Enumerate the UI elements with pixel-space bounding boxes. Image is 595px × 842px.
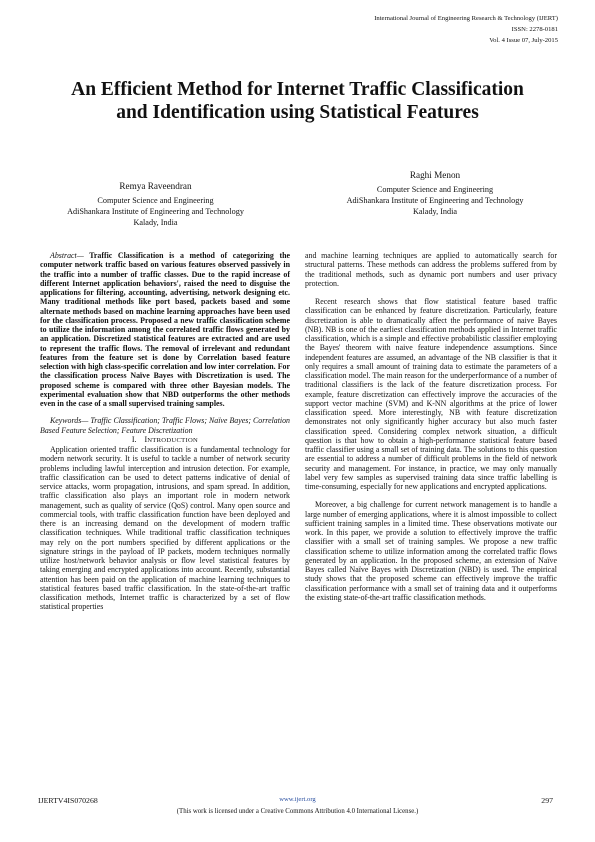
journal-volume: Vol. 4 Issue 07, July-2015 <box>489 37 558 44</box>
journal-issn: ISSN: 2278-0181 <box>511 26 558 33</box>
author-location: Kalady, India <box>412 207 458 216</box>
keywords: Keywords— Traffic Classification; Traffic Flows; Naïve Bayes; Correlation Based Feature Selection; Feature Discretization <box>40 416 290 435</box>
section-heading-introduction <box>40 435 290 445</box>
author-department: Computer Science and Engineering <box>97 196 214 205</box>
license-notice: (This work is licensed under a Creative Commons Attribution 4.0 International License.) <box>176 808 419 815</box>
abstract-lead: Abstract— <box>50 251 84 260</box>
author-block-2 <box>305 170 565 217</box>
author-department: Computer Science and Engineering <box>376 185 494 194</box>
section-title-initial: I <box>144 434 148 444</box>
journal-name: International Journal of Engineering Research & Technology (IJERT) <box>374 15 558 22</box>
author-block-1 <box>28 181 283 228</box>
author-institute: AdiShankara Institute of Engineering and Technology <box>346 196 524 205</box>
body-paragraph: Moreover, a big challenge for current network management is to handle a large number of emerging applications, where it is almost impossible to collect sufficient training samples in a limited time. These observations motivate our work. In this paper, we provide a solution to effectively improve the traffic classifier with a small set of training samples. We propose a new traffic classification scheme to utilize information among the correlated traffic flows generated by an application. In the proposed scheme, an extension of Naïve Bayes called Naïve Bayes with Discretization (NBD) is used. The empirical study shows that the proposed scheme can effectively improve the traffic classification performance with a small set of training data and it outperforms the existing state-of-the-art traffic classification methods. <box>305 500 557 602</box>
left-column <box>40 251 290 612</box>
author-name: Raghi Menon <box>409 170 461 180</box>
abstract <box>40 251 290 408</box>
author-name: Remya Raveendran <box>119 181 192 191</box>
page-number: 297 <box>541 796 553 805</box>
body-paragraph: and machine learning techniques are applied to automatically search for structural patterns. These methods can address the problems suffered from by the traditional methods, such as dynamic port numbers and user privacy protection. <box>305 251 557 288</box>
right-column <box>305 251 557 602</box>
body-paragraph: Recent research shows that flow statistical feature based traffic classification can be enhanced by feature discretization. Particularly, feature discretization is able to dramatically affect the performance of naive Bayes (NB). NB is one of the earliest classification methods applied in Internet traffic classification, which is a simple and effective probabilistic classifier employing the Bayes' theorem with naive feature independence assumptions. Since independent features are assumed, an advantage of the NB classifier is that it only requires a small amount of training data to estimate the parameters of a classification model. The main reason for the underperformance of a number of traditional classifiers is the lack of the feature discretization process. For example, feature discretization can effectively improve the accuracies of the support vector machine (SVM) and K-NN algorithms at the price of lower classification speed. More interestingly, NB with feature discretization demonstrates not only significantly higher accuracy but also much faster classification speed. Considering complex network situation, a difficult question is that how to obtain a high-performance statistical feature based traffic classifier using a small set of training data. The solutions to this question are essential to address a number of difficult problems in the field of network security and management. For instance, in practice, we may only manually label very few samples as supervised training data since traffic labelling is time-consuming, especially for new applications and encrypted applications. <box>305 297 557 491</box>
section-title-rest: NTRODUCTION <box>147 436 199 444</box>
section-number: I. <box>131 434 137 444</box>
author-location: Kalady, India <box>133 218 178 227</box>
paper-title: An Efficient Method for Internet Traffic Classification and Identification using Statistical Features <box>71 79 524 123</box>
abstract-text: Traffic Classification is a method of categorizing the computer network traffic based on various features observed passively in the traffic into a number of traffic classes. Due to the rapid increase of different Internet application behaviors', raised the need to disguise the applications for filtering, accounting, advertising, network designing etc. Many traditional methods like port based, packets based and some alternate methods based on machine learning approaches have been used for the classification process. Proposed a new traffic classification scheme to utilize the information among the correlated traffic flows generated by an application. Discretized statistical features are extracted and are used to represent the traffic flows. The removal of irrelevant and redundant features from the feature set is done by Correlation based feature selection with high class-specific correlation and low inter correlation. For the classification process Naïve Bayes with Discretization is used. The proposed scheme is compared with three other Bayesian models. The experimental evaluation show that NBD outperforms the other methods even in the case of a small supervised training samples. <box>40 251 290 408</box>
paper-id: IJERTV4IS070268 <box>38 796 98 805</box>
body-paragraph: Application oriented traffic classification is a fundamental technology for modern network security. It is useful to tackle a number of network security problems including lawful interception and intrusion detection. For example, traffic classification can be used to detect patterns indicative of denial of service attacks, worm propagation, intrusions, and spam spread. In addition, traffic classification also plays an important role in modern network management, such as quality of service (QoS) control. Many open source and commercial tools, with traffic classification function have been deployed and there is an increasing demand on the development of modern traffic classification techniques. While traditional traffic classification techniques may rely on the port numbers specified by different applications or the signature strings in the payload of IP packets, modern techniques normally utilize host/network behavior analysis or flow level statistical features by taking emerging and encrypted applications into account. Recently, substantial attention has been paid on the application of machine learning techniques to statistical features based traffic classification. In the state-of-the-art traffic classification methods, Internet traffic is characterized by a set of flow statistical properties <box>40 445 290 612</box>
journal-website-link[interactable]: www.ijert.org <box>279 796 316 803</box>
author-institute: AdiShankara Institute of Engineering and Technology <box>67 207 244 216</box>
